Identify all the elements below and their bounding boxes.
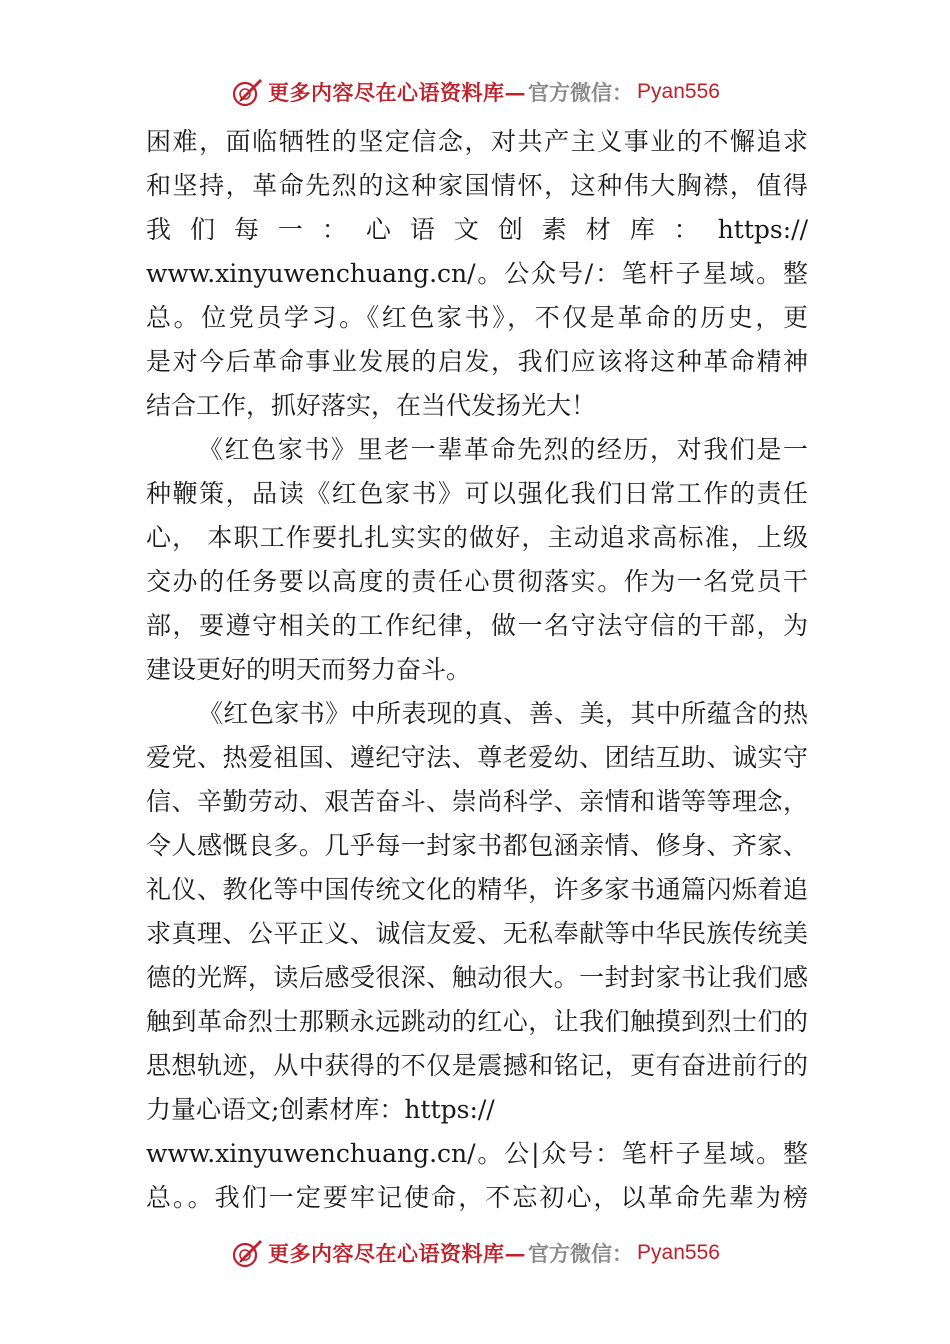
text-line: 《红色家书》中所表现的真、善、美，其中所蕴含的热 bbox=[198, 699, 808, 728]
header-banner bbox=[0, 70, 950, 114]
banner-wechat-id: Pyan556 bbox=[637, 80, 720, 103]
text-line: 我们每一：心语文创素材库：https:// bbox=[146, 215, 808, 244]
banner-wechat-id: Pyan556 bbox=[637, 1241, 720, 1264]
banner-wechat-label: 官方微信： bbox=[528, 80, 634, 105]
text-line: 力量心语文;创素材库：https:// bbox=[146, 1095, 495, 1124]
text-line: 交办的任务要以高度的责任心贯彻落实。作为一名党员干 bbox=[146, 567, 808, 596]
text-line: 部，要遵守相关的工作纪律，做一名守法守信的干部，为 bbox=[146, 611, 808, 640]
text-line: 令人感慨良多。几乎每一封家书都包涵亲情、修身、齐家、 bbox=[146, 831, 808, 860]
text-line: 思想轨迹，从中获得的不仅是震撼和铭记，更有奋进前行的 bbox=[146, 1051, 808, 1080]
text-line: 是对今后革命事业发展的启发，我们应该将这种革命精神 bbox=[146, 347, 808, 376]
text-line: 信、辛勤劳动、艰苦奋斗、崇尚科学、亲情和谐等等理念， bbox=[146, 787, 808, 816]
text-line: 结合工作，抓好落实，在当代发扬光大！ bbox=[146, 391, 597, 420]
text-line: 德的光辉，读后感受很深、触动很大。一封封家书让我们感 bbox=[146, 963, 808, 992]
text-line: www.xinyuwenchuang.cn/。公|众号：笔杆子星域。整 bbox=[146, 1139, 808, 1168]
text-line: 和坚持，革命先烈的这种家国情怀，这种伟大胸襟，值得 bbox=[146, 171, 808, 200]
pen-logo-icon bbox=[230, 1236, 264, 1270]
text-line: 爱党、热爱祖国、遵纪守法、尊老爱幼、团结互助、诚实守 bbox=[146, 743, 808, 772]
banner-text: 更多内容尽在心语资料库— bbox=[268, 1241, 527, 1266]
text-line: 种鞭策，品读《红色家书》可以强化我们日常工作的责任 bbox=[146, 479, 808, 508]
text-line: 礼仪、教化等中国传统文化的精华，许多家书通篇闪烁着追 bbox=[146, 875, 808, 904]
text-line: 求真理、公平正义、诚信友爱、无私奉献等中华民族传统美 bbox=[146, 919, 808, 948]
text-line: 触到革命烈士那颗永远跳动的红心，让我们触摸到烈士们的 bbox=[146, 1007, 808, 1036]
text-line: 建设更好的明天而努力奋斗。 bbox=[146, 655, 472, 684]
banner-text: 更多内容尽在心语资料库— bbox=[268, 80, 527, 105]
text-line: 困难，面临牺牲的坚定信念，对共产主义事业的不懈追求 bbox=[146, 127, 808, 156]
text-line: 《红色家书》里老一辈革命先烈的经历，对我们是一 bbox=[198, 435, 808, 464]
text-line: www.xinyuwenchuang.cn/。公众号/：笔杆子星域。整 bbox=[146, 259, 808, 288]
text-line: 总。位党员学习。《红色家书》，不仅是革命的历史，更 bbox=[146, 303, 808, 332]
text-line: 总。。我们一定要牢记使命，不忘初心，以革命先辈为榜 bbox=[146, 1183, 808, 1212]
footer-banner bbox=[0, 1231, 950, 1275]
document-body bbox=[146, 120, 808, 1220]
text-line: 心， 本职工作要扎扎实实的做好，主动追求高标准，上级 bbox=[146, 523, 808, 552]
banner-wechat-label: 官方微信： bbox=[528, 1241, 634, 1266]
pen-logo-icon bbox=[230, 75, 264, 109]
